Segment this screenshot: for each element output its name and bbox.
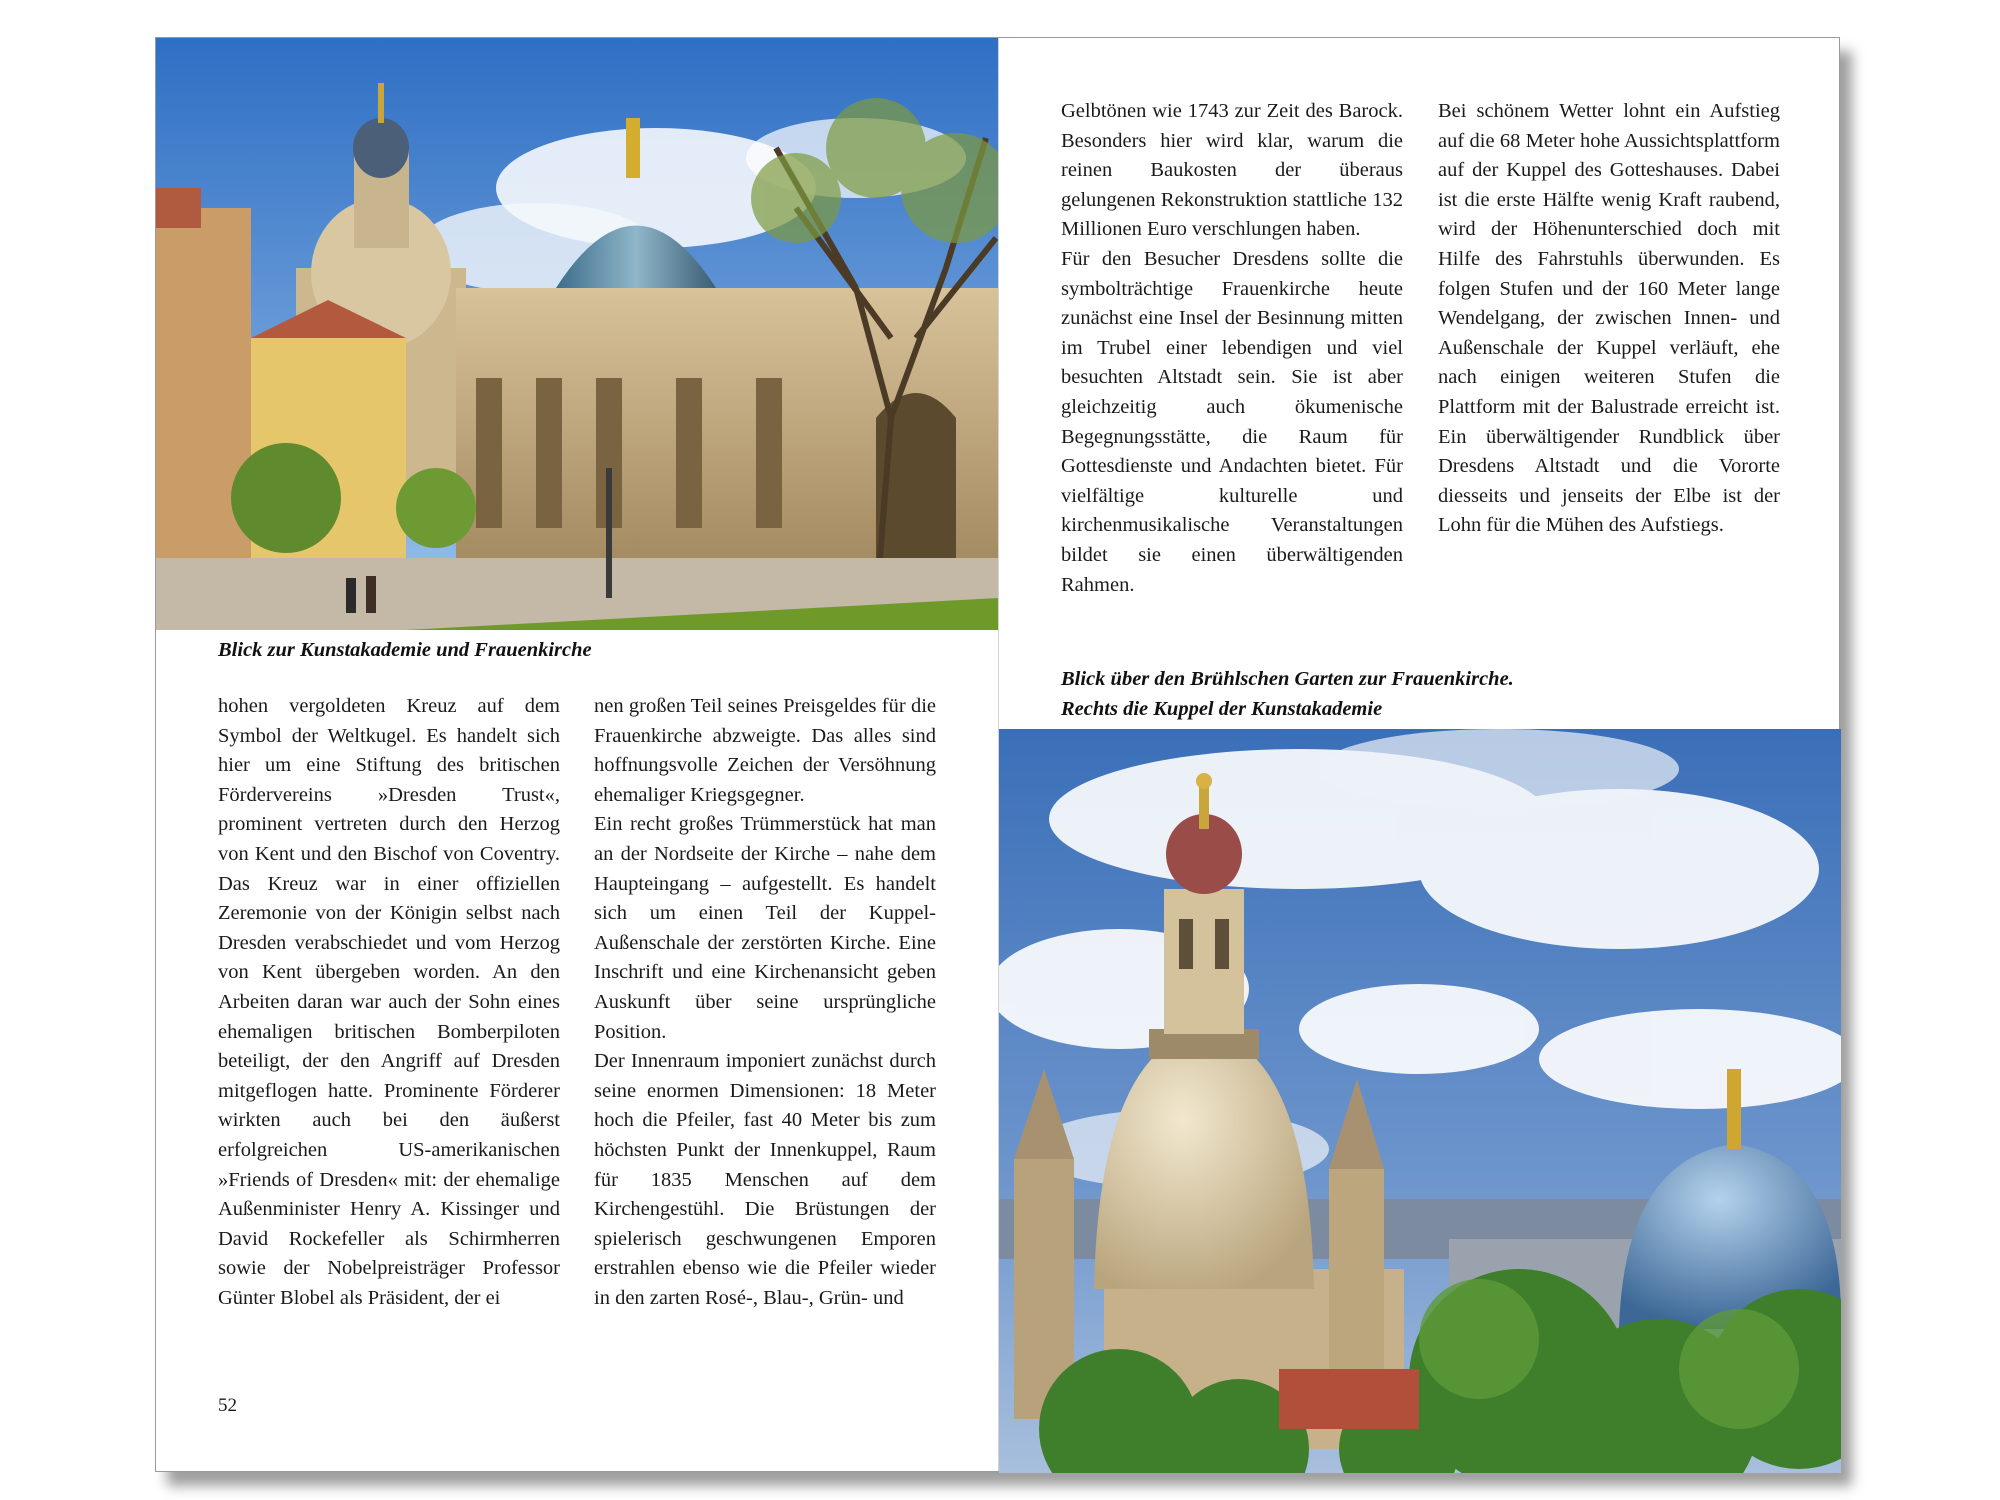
frauenkirche-photo-illustration [999, 729, 1841, 1473]
paragraph: hohen vergoldeten Kreuz auf dem Symbol der Weltkugel. Es handelt sich hier um eine Stiftung des britischen Fördervereins »Dresden Trust«, prominent vertreten durch den Herzog von Kent und den Bischof von Coventry. Das Kreuz war in einer offiziellen Zeremonie von der Königin selbst nach Dresden verabschiedet und vom Herzog von Kent übergeben worden. An den Arbeiten daran war auch der Sohn eines ehemaligen britischen Bomberpiloten beteiligt, der den Angriff auf Dresden mitgeflogen hatte. Prominente Förderer wirkten auch bei den äußerst erfolgreichen US-amerikanischen »Friends of Dresden« mit: der ehemalige Außenminister Henry A. Kissinger und David Rockefeller als Schirmherren sowie der Nobelpreisträger Professor Günter Blobel als Präsident, der ei [218, 695, 560, 1309]
paragraph: Der Innenraum imponiert zunächst durch seine enormen Dimensionen: 18 Meter hoch die Pfeiler, fast 40 Meter bis zum höchsten Punkt der Innenkuppel, Raum für 1835 Menschen auf dem Kirchengestühl. Die Brüstungen der spielerisch geschwungenen Emporen erstrahlen ebenso wie die Pfeiler wieder in den zarten Rosé-, Blau-, Grün- und [594, 1050, 936, 1309]
caption-right-line-1: Blick über den Brühlschen Garten zur Frauenkirche. [1061, 668, 1514, 690]
paragraph: nen großen Teil seines Preisgeldes für die Frauenkirche abzweigte. Das alles sind hoffnungsvolle Zeichen der Versöhnung ehemaliger Kriegsgegner. [594, 695, 936, 806]
text-column-3 [1061, 97, 1403, 600]
caption-right-line-2: Rechts die Kuppel der Kunstakademie [1061, 698, 1383, 720]
paragraph: Ein recht großes Trümmerstück hat man an der Nordseite der Kirche – nahe dem Haupteingang – aufgestellt. Es handelt sich um einen Teil der Kuppel-Außenschale der zerstörten Kirche. Eine Inschrift und eine Kirchenansicht geben Auskunft über seine ursprüngliche Position. [594, 813, 936, 1043]
book-spread [155, 37, 1840, 1472]
paragraph: Für den Besucher Dresdens sollte die symbolträchtige Frauenkirche heute zunächst eine Insel der Besinnung mitten im Trubel einer lebendigen und viel besuchten Altstadt sein. Sie ist aber gleichzeitig auch ökumenische Begegnungsstätte, die Raum für Gottesdienste und Andachten bietet. Für vielfältige kulturelle und kirchenmusikalische Veranstaltungen bildet sie einen überwältigenden Rahmen. [1061, 247, 1403, 596]
paragraph: Bei schönem Wetter lohnt ein Aufstieg auf die 68 Meter hohe Aussichtsplattform auf der Kuppel des Gotteshauses. Dabei ist die erste Hälfte wenig Kraft raubend, wird der Höhenunterschied doch mit Hilfe des Fahrstuhls überwunden. Es folgen Stufen und der 160 Meter lange Wendelgang, der zwischen Innen- und Außenschale der Kuppel verläuft, ehe nach einigen weiteren Stufen die Plattform mit der Balustrade erreicht ist. Ein überwältigender Rundblick über Dresdens Altstadt und die Vororte diesseits und jenseits der Elbe ist der Lohn für die Mühen des Aufstiegs. [1438, 100, 1780, 537]
paragraph: Gelbtönen wie 1743 zur Zeit des Barock. Besonders hier wird klar, warum die reinen Baukosten der überaus gelungenen Rekonstruktion stattliche 132 Millionen Euro verschlungen haben. [1061, 100, 1403, 241]
kunstakademie-frauenkirche-photo [156, 38, 998, 630]
page-number: 52 [218, 1395, 237, 1416]
caption-right [1061, 664, 1821, 724]
kunstakademie-photo-illustration [156, 38, 998, 630]
text-column-4 [1438, 97, 1780, 541]
text-column-1 [218, 692, 560, 1313]
text-column-2 [594, 692, 936, 1313]
caption-left: Blick zur Kunstakademie und Frauenkirche [218, 639, 592, 661]
frauenkirche-kuppel-photo [999, 729, 1841, 1473]
